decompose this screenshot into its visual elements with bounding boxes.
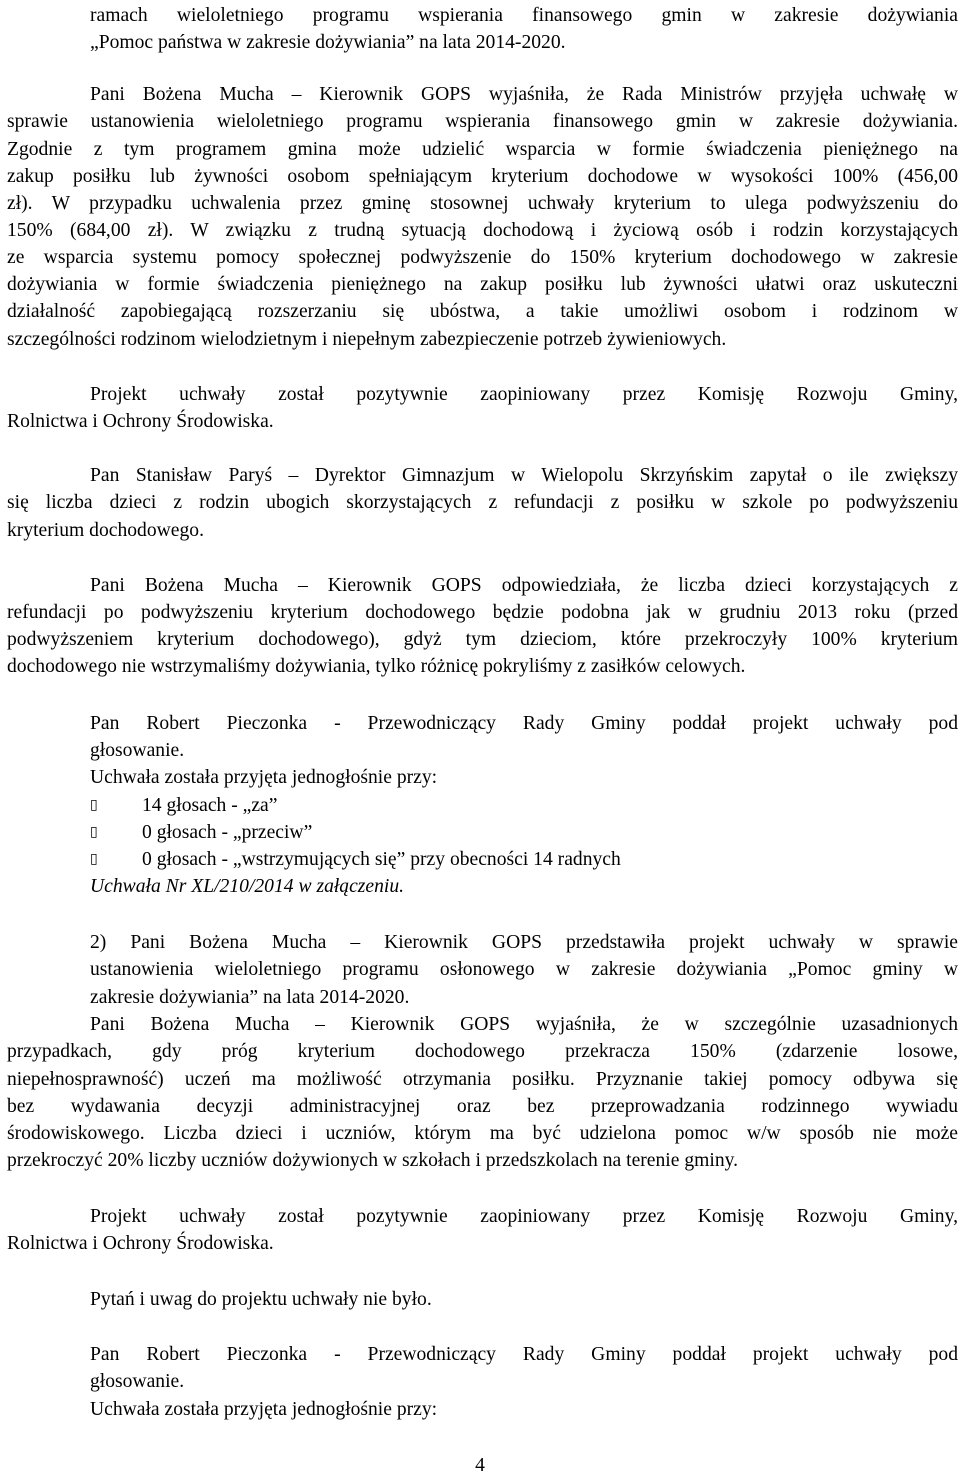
bullet-icon: ▯ [90, 824, 98, 840]
text-line: „Pomoc państwa w zakresie dożywiania” na lata 2014-2020. [90, 32, 566, 53]
text-line: dożywiania w formie świadczenia pieniężnego na zakup posiłku lub żywności ułatwi oraz uskuteczni [7, 274, 958, 295]
text-line: głosowanie. [90, 740, 185, 761]
text-line: przypadkach, gdy próg kryterium dochodowego przekracza 150% (zdarzenie losowe, [7, 1041, 958, 1062]
text-line: dochodowego nie wstrzymaliśmy dożywiania, tylko różnicę pokryliśmy z zasiłków celowych. [7, 656, 746, 677]
text-line: działalność zapobiegającą rozszerzaniu się ubóstwa, a takie umożliwi osobom i rodzinom w [7, 301, 958, 322]
text-line: ustanowienia wieloletniego programu osłonowego w zakresie dożywiania „Pomoc gminy w [90, 959, 958, 980]
text-line: refundacji po podwyższeniu kryterium dochodowego będzie podobna jak w grudniu 2013 roku (przed [7, 602, 958, 623]
list-item: 14 głosach - „za” [142, 795, 278, 816]
text-line: zakup posiłku lub żywności osobom spełniającym kryterium dochodowe w wysokości 100% (456,00 [7, 166, 958, 187]
bullet-icon: ▯ [90, 797, 98, 813]
bullet-icon: ▯ [90, 851, 98, 867]
text-line: się liczba dzieci z rodzin ubogich skorzystających z refundacji z posiłku w szkole po podwyższeniu [7, 492, 958, 513]
text-line: zł). W przypadku uchwalenia przez gminę stosownej uchwały kryterium to ulega podwyższeniu do [7, 193, 958, 214]
text-line: ze wsparcia systemu pomocy społecznej podwyższenie do 150% kryterium dochodowego w zakresie [7, 247, 958, 268]
text-line: głosowanie. [90, 1371, 185, 1392]
text-line: podwyższeniem kryterium dochodowego), gdyż tym dzieciom, które przekroczyły 100% kryterium [7, 629, 958, 650]
text-line: Uchwała została przyjęta jednogłośnie przy: [90, 767, 438, 788]
text-line: przekroczyć 20% liczby uczniów dożywionych w szkołach i przedszkolach na terenie gminy. [7, 1150, 739, 1171]
text-line: 2) Pani Bożena Mucha – Kierownik GOPS przedstawiła projekt uchwały w sprawie [90, 932, 958, 953]
text-line: Projekt uchwały został pozytywnie zaopiniowany przez Komisję Rozwoju Gminy, [90, 1206, 958, 1227]
text-line: 150% (684,00 zł). W związku z trudną sytuacją dochodową i życiową osób i rodzin korzystających [7, 220, 958, 241]
resolution-note: Uchwała Nr XL/210/2014 w załączeniu. [90, 876, 405, 897]
text-line: Projekt uchwały został pozytywnie zaopiniowany przez Komisję Rozwoju Gminy, [90, 384, 958, 405]
list-item: 0 głosach - „przeciw” [142, 822, 313, 843]
text-line: Pani Bożena Mucha – Kierownik GOPS wyjaśniła, że w szczególnie uzasadnionych [90, 1014, 958, 1035]
text-line: Pan Stanisław Paryś – Dyrektor Gimnazjum w Wielopolu Skrzyńskim zapytał o ile zwiększy [90, 465, 958, 486]
page-number: 4 [475, 1455, 485, 1476]
text-line: sprawie ustanowienia wieloletniego programu wspierania finansowego gmin w zakresie dożywiania. [7, 111, 958, 132]
text-line: środowiskowego. Liczba dzieci i uczniów, którym ma być udzielona pomoc w/w sposób nie może [7, 1123, 958, 1144]
text-line: bez wydawania decyzji administracyjnej oraz bez przeprowadzania rodzinnego wywiadu [7, 1096, 958, 1117]
text-line: Rolnictwa i Ochrony Środowiska. [7, 1233, 274, 1254]
text-line: kryterium dochodowego. [7, 520, 204, 541]
text-line: Zgodnie z tym programem gmina może udzielić wsparcia w formie świadczenia pieniężnego na [7, 139, 958, 160]
text-line: Uchwała została przyjęta jednogłośnie przy: [90, 1399, 438, 1420]
text-line: szczególności rodzinom wielodzietnym i niepełnym zabezpieczenie potrzeb żywieniowych. [7, 329, 727, 350]
text-line: Pani Bożena Mucha – Kierownik GOPS odpowiedziała, że liczba dzieci korzystających z [90, 575, 958, 596]
text-line: Pani Bożena Mucha – Kierownik GOPS wyjaśniła, że Rada Ministrów przyjęła uchwałę w [90, 84, 958, 105]
text-line: Pytań i uwag do projektu uchwały nie było. [90, 1289, 432, 1310]
text-line: ramach wieloletniego programu wspierania finansowego gmin w zakresie dożywiania [90, 5, 958, 26]
list-item: 0 głosach - „wstrzymujących się” przy obecności 14 radnych [142, 849, 621, 870]
text-line: niepełnosprawność) uczeń ma możliwość otrzymania posiłku. Przyznanie takiej pomocy odbywa się [7, 1069, 958, 1090]
text-line: Pan Robert Pieczonka - Przewodniczący Rady Gminy poddał projekt uchwały pod [90, 713, 958, 734]
text-line: Pan Robert Pieczonka - Przewodniczący Rady Gminy poddał projekt uchwały pod [90, 1344, 958, 1365]
text-line: zakresie dożywiania” na lata 2014-2020. [90, 987, 410, 1008]
text-line: Rolnictwa i Ochrony Środowiska. [7, 411, 274, 432]
